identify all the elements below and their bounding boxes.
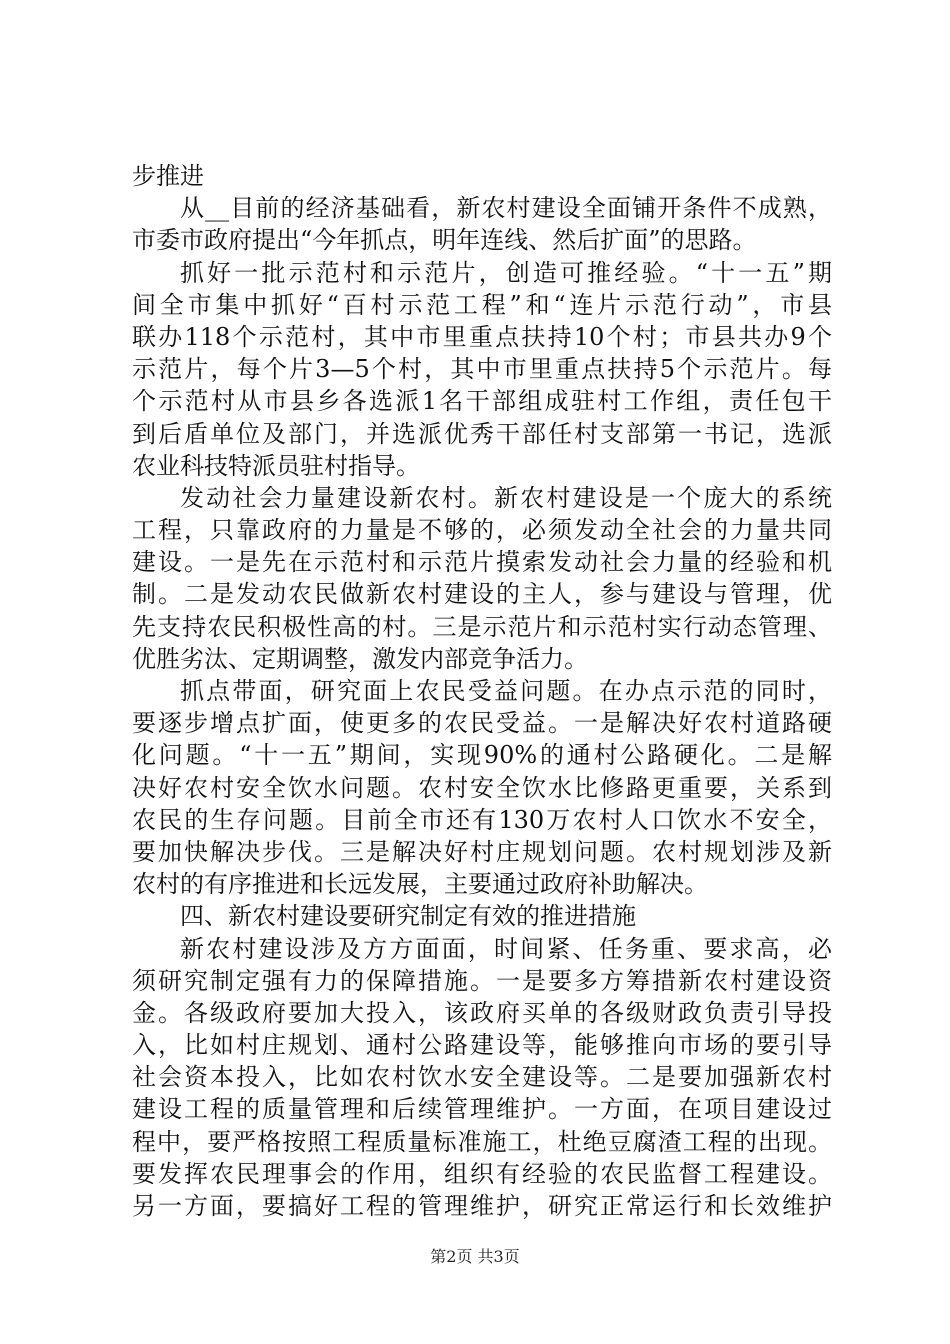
text-line: 间全市集中抓好“百村示范工程”和“连片示范行动”，市县 (132, 290, 832, 319)
text-line: 工程，只靠政府的力量是不够的，必须发动全社会的力量共同 (132, 516, 832, 545)
text-line: 发动社会力量建设新农村。新农村建设是一个庞大的系统 (180, 483, 832, 512)
text-line: 决好农村安全饮水问题。农村安全饮水比修路更重要，关系到 (132, 773, 832, 802)
text-line: 先支持农民积极性高的村。三是示范片和示范村实行动态管理、 (132, 612, 832, 641)
text-line: 示范片，每个片3—5个村，其中市里重点扶持5个示范片。每 (132, 355, 832, 384)
text-line: 建设。一是先在示范村和示范片摸索发动社会力量的经验和机 (132, 548, 832, 577)
text-line: 程中，要严格按照工程质量标准施工，杜绝豆腐渣工程的出现。 (132, 1127, 832, 1156)
paragraph (132, 482, 832, 675)
text-line: 农村的有序推进和长远发展，主要通过政府补助解决。 (132, 870, 708, 899)
text-line: 新农村建设涉及方方面面，时间紧、任务重、要求高，必 (180, 934, 832, 963)
text-line: 个示范村从市县乡各选派1名干部组成驻村工作组，责任包干 (132, 387, 832, 416)
text-line: 抓好一批示范村和示范片，创造可推经验。“十一五”期 (180, 258, 832, 287)
paragraph (132, 900, 832, 932)
text-line: 金。各级政府要加大投入，该政府买单的各级财政负责引导投 (132, 998, 832, 1027)
document-body (132, 160, 832, 1222)
text-line: 优胜劣汰、定期调整，激发内部竞争活力。 (132, 644, 588, 673)
paragraph (132, 933, 832, 1223)
text-line: 农民的生存问题。目前全市还有130万农村人口饮水不安全， (132, 805, 832, 834)
page-footer: 第2页 共3页 (430, 1247, 520, 1266)
text-line: 从__目前的经济基础看，新农村建设全面铺开条件不成熟， (180, 194, 832, 223)
text-line: 要加快解决步伐。三是解决好村庄规划问题。农村规划涉及新 (132, 837, 832, 866)
paragraph (132, 257, 832, 482)
text-line: 建设工程的质量管理和后续管理维护。一方面，在项目建设过 (132, 1095, 832, 1124)
text-line: 要发挥农民理事会的作用，组织有经验的农民监督工程建设。 (132, 1159, 832, 1188)
text-line: 制。二是发动农民做新农村建设的主人，参与建设与管理，优 (132, 580, 832, 609)
text-line: 四、新农村建设要研究制定有效的推进措施 (180, 902, 636, 931)
text-line: 社会资本投入，比如农村饮水安全建设等。二是要加强新农村 (132, 1063, 832, 1092)
text-line: 联办118个示范村，其中市里重点扶持10个村；市县共办9个 (132, 322, 832, 351)
text-line: 市委市政府提出“今年抓点，明年连线、然后扩面”的思路。 (132, 226, 757, 255)
text-line: 要逐步增点扩面，使更多的农民受益。一是解决好农村道路硬 (132, 709, 832, 738)
text-line: 农业科技特派员驻村指导。 (132, 451, 420, 480)
text-line: 步推进 (132, 162, 204, 190)
text-line: 到后盾单位及部门，并选派优秀干部任村支部第一书记，选派 (132, 419, 832, 448)
text-line: 抓点带面，研究面上农民受益问题。在办点示范的同时， (180, 677, 832, 705)
paragraph (132, 675, 832, 900)
text-line: 入，比如村庄规划、通村公路建设等，能够推向市场的要引导 (132, 1031, 832, 1060)
paragraph (132, 192, 832, 256)
text-line: 化问题。“十一五”期间，实现90%的通村公路硬化。二是解 (132, 741, 832, 770)
text-line: 须研究制定强有力的保障措施。一是要多方筹措新农村建设资 (132, 966, 832, 995)
text-line: 另一方面，要搞好工程的管理维护，研究正常运行和长效维护 (132, 1192, 832, 1220)
paragraph (132, 160, 832, 192)
